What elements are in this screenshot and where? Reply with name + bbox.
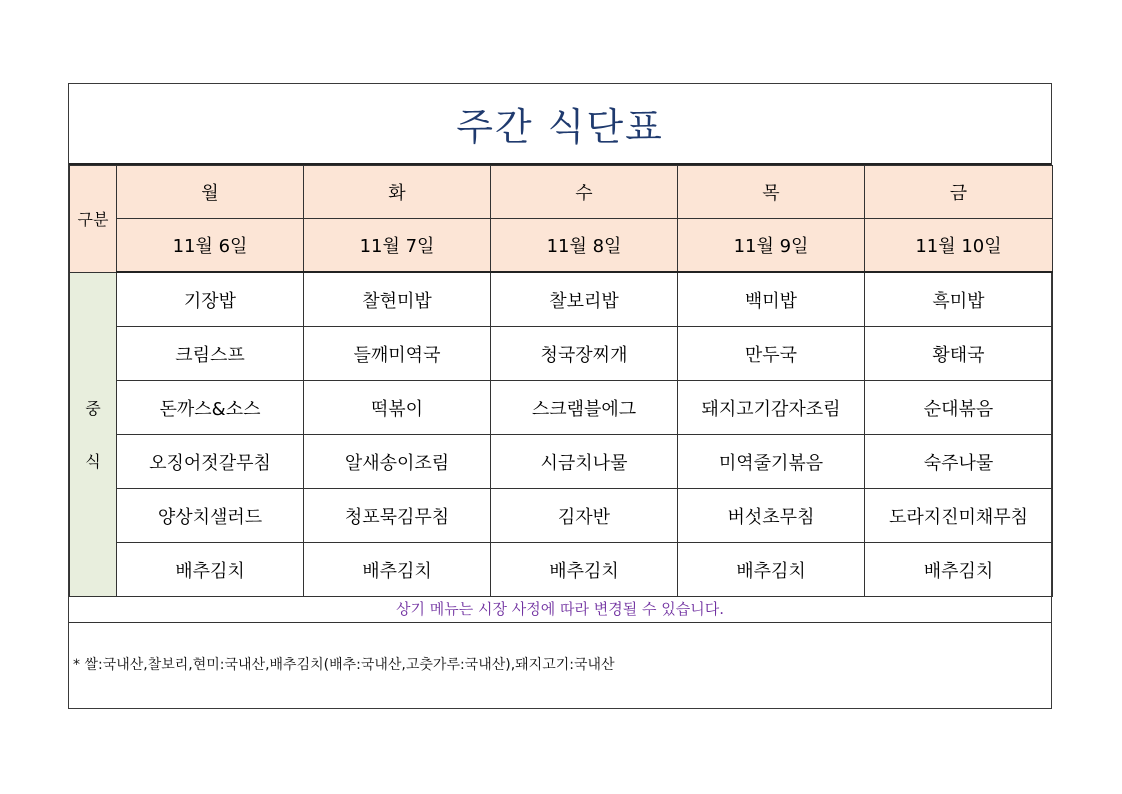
title-row <box>69 84 1051 165</box>
menu-cell: 청포묵김무침 <box>304 489 491 543</box>
menu-cell: 돈까스&소스 <box>117 381 304 435</box>
menu-cell: 배추김치 <box>304 543 491 597</box>
meal-label <box>70 272 117 597</box>
menu-cell: 떡볶이 <box>304 381 491 435</box>
day-header-row <box>70 166 1053 219</box>
page-title: 주간 식단표 <box>456 105 664 149</box>
menu-cell: 돼지고기감자조림 <box>678 381 865 435</box>
menu-cell: 황태국 <box>865 327 1053 381</box>
day-fri: 금 <box>865 166 1053 219</box>
date-wed: 11월 8일 <box>491 219 678 273</box>
menu-cell: 미역줄기볶음 <box>678 435 865 489</box>
meal-label-top: 중 <box>85 399 101 419</box>
day-tue: 화 <box>304 166 491 219</box>
day-wed: 수 <box>491 166 678 219</box>
category-label: 구분 <box>70 166 117 273</box>
menu-cell: 크림스프 <box>117 327 304 381</box>
menu-sheet <box>68 83 1052 709</box>
menu-table <box>69 165 1053 597</box>
date-fri: 11월 10일 <box>865 219 1053 273</box>
menu-cell: 배추김치 <box>678 543 865 597</box>
menu-cell: 도라지진미채무침 <box>865 489 1053 543</box>
menu-cell: 찰보리밥 <box>491 272 678 327</box>
date-mon: 11월 6일 <box>117 219 304 273</box>
menu-cell: 오징어젓갈무침 <box>117 435 304 489</box>
origin-info: * 쌀:국내산,찰보리,현미:국내산,배추김치(배추:국내산,고춧가루:국내산),돼지고기:국내산 <box>73 657 615 673</box>
menu-row <box>70 272 1053 327</box>
menu-row <box>70 327 1053 381</box>
menu-cell: 김자반 <box>491 489 678 543</box>
menu-cell: 기장밥 <box>117 272 304 327</box>
date-thu: 11월 9일 <box>678 219 865 273</box>
date-header-row <box>70 219 1053 273</box>
day-thu: 목 <box>678 166 865 219</box>
menu-cell: 숙주나물 <box>865 435 1053 489</box>
menu-cell: 버섯초무침 <box>678 489 865 543</box>
menu-cell: 양상치샐러드 <box>117 489 304 543</box>
menu-row <box>70 543 1053 597</box>
menu-cell: 배추김치 <box>117 543 304 597</box>
menu-row <box>70 489 1053 543</box>
menu-cell: 백미밥 <box>678 272 865 327</box>
meal-label-bottom: 식 <box>85 452 101 472</box>
menu-row <box>70 381 1053 435</box>
menu-cell: 흑미밥 <box>865 272 1053 327</box>
menu-row <box>70 435 1053 489</box>
date-tue: 11월 7일 <box>304 219 491 273</box>
menu-cell: 찰현미밥 <box>304 272 491 327</box>
menu-cell: 만두국 <box>678 327 865 381</box>
day-mon: 월 <box>117 166 304 219</box>
menu-cell: 순대볶음 <box>865 381 1053 435</box>
menu-cell: 알새송이조림 <box>304 435 491 489</box>
menu-cell: 청국장찌개 <box>491 327 678 381</box>
menu-cell: 들깨미역국 <box>304 327 491 381</box>
menu-cell: 배추김치 <box>865 543 1053 597</box>
menu-cell: 시금치나물 <box>491 435 678 489</box>
menu-cell: 스크램블에그 <box>491 381 678 435</box>
change-notice: 상기 메뉴는 시장 사정에 따라 변경될 수 있습니다. <box>69 595 1051 623</box>
menu-cell: 배추김치 <box>491 543 678 597</box>
